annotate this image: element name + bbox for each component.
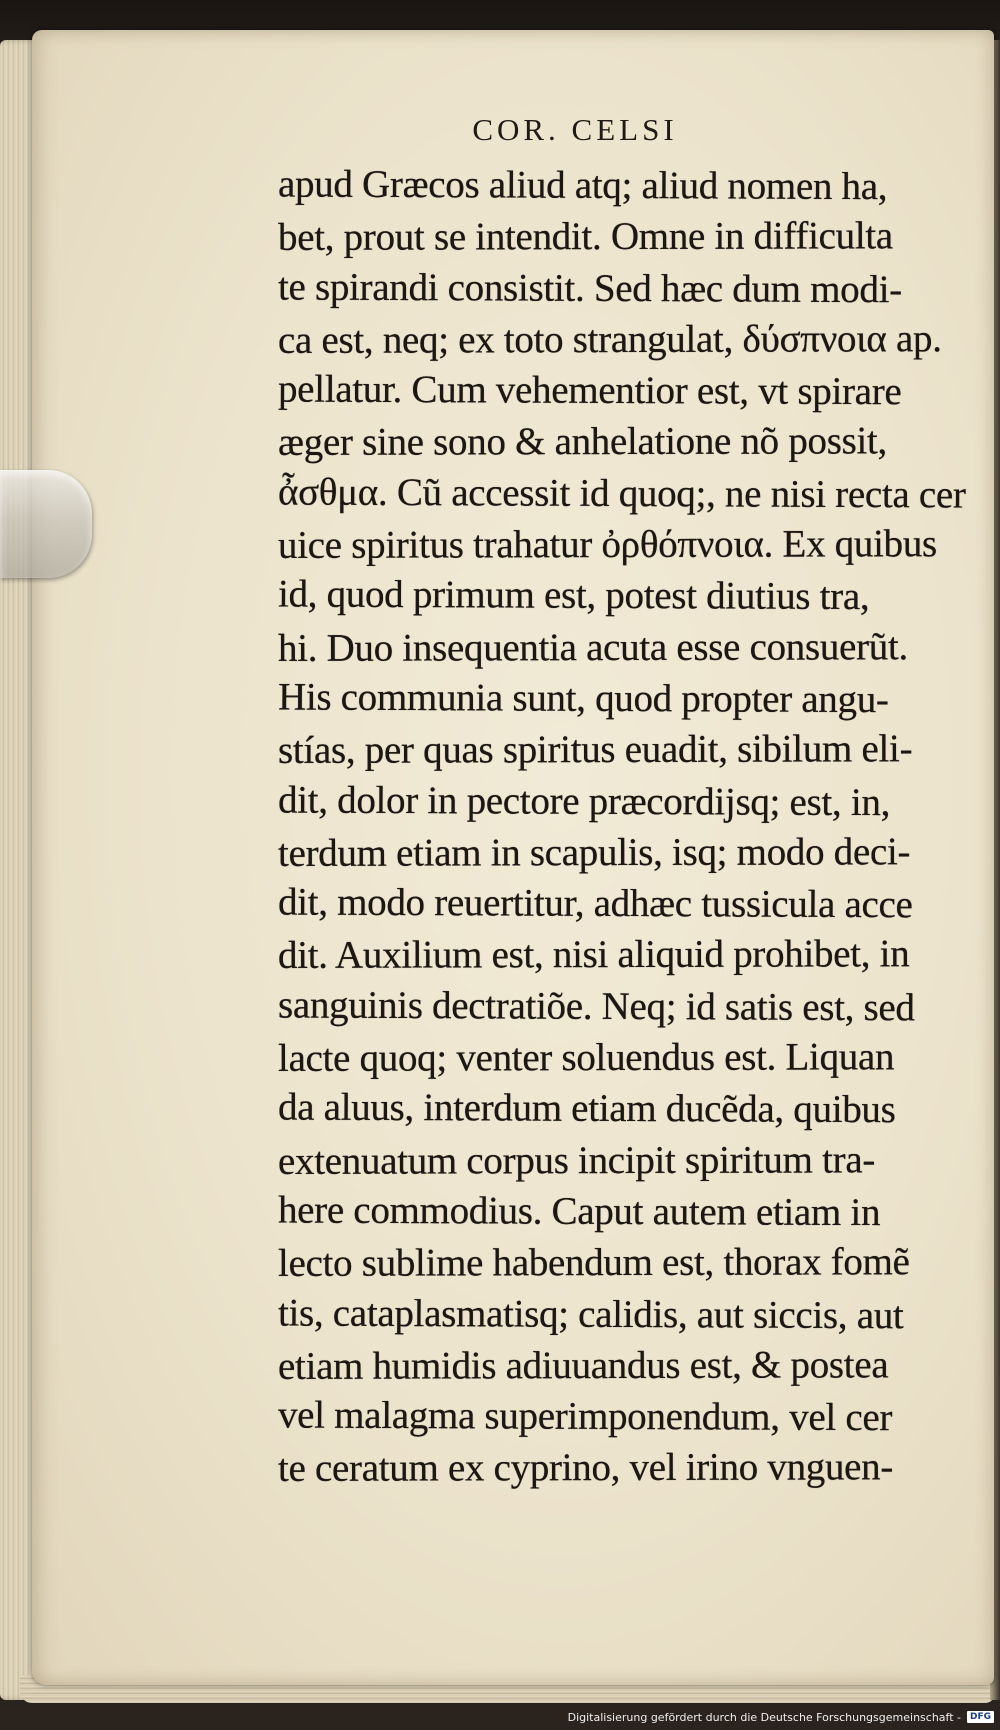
text-line: apud Græcos aliud atq; aliud nomen ha, (277, 162, 888, 209)
text-line: ca est, neq; ex toto strangulat, δύσπνοια ap. (277, 317, 942, 362)
text-line: ἆσθμα. Cũ accessit id quoq;, ne nisi recta cer (277, 470, 966, 517)
text-block (278, 160, 968, 1494)
text-line: sanguinis dectratiõe. Neq; id satis est, sed (277, 983, 915, 1030)
text-line: stías, per quas spiritus euadit, sibilum eli- (277, 727, 913, 773)
text-line: pellatur. Cum vehementior est, vt spirare (277, 367, 902, 414)
text-line: bet, prout se intendit. Omne in difficulta (277, 214, 893, 260)
text-line: tis, cataplasmatisq; calidis, aut siccis, aut (277, 1291, 904, 1337)
text-line: dit. Auxilium est, nisi aliquid prohibet, in (277, 932, 910, 978)
text-line: etiam humidis adiuuandus est, & postea (277, 1343, 889, 1388)
text-line: His communia sunt, quod propter angu- (277, 675, 889, 722)
text-line: hi. Duo insequentia acuta esse consuerũt. (277, 624, 908, 670)
text-line: here commodius. Caput autem etiam in (277, 1188, 881, 1235)
text-line: te ceratum ex cyprino, vel irino vnguen- (277, 1445, 894, 1491)
dfg-logo-icon: DFG (967, 1711, 994, 1723)
text-line: da aluus, interdum etiam ducẽda, quibus (277, 1085, 896, 1132)
text-line: æger sine sono & anhelatione nõ possit, (277, 419, 888, 465)
text-line: terdum etiam in scapulis, isq; modo deci- (277, 830, 911, 875)
text-line: vel malagma superimponendum, vel cer (277, 1393, 893, 1440)
text-line: dit, modo reuertitur, adhæc tussicula acce (277, 880, 913, 927)
text-line: dit, dolor in pectore præcordijsq; est, in, (277, 778, 891, 824)
text-line: id, quod primum est, potest diutius tra, (277, 572, 870, 619)
running-head: COR. CELSI (472, 112, 678, 147)
text-line: lacte quoq; venter soluendus est. Liquan (277, 1035, 895, 1080)
text-line: te spirandi consistit. Sed hæc dum modi- (277, 265, 902, 311)
text-line: uice spiritus trahatur ὀρθόπνοια. Ex quibus (277, 522, 937, 567)
text-line: extenuatum corpus incipit spiritum tra- (277, 1137, 876, 1183)
digitization-footer (568, 1706, 994, 1728)
page-clip (0, 470, 92, 578)
text-line: lecto sublime habendum est, thorax fomẽ (277, 1240, 910, 1286)
footer-credit: Digitalisierung gefördert durch die Deutsche Forschungsgemeinschaft - (567, 1710, 961, 1724)
